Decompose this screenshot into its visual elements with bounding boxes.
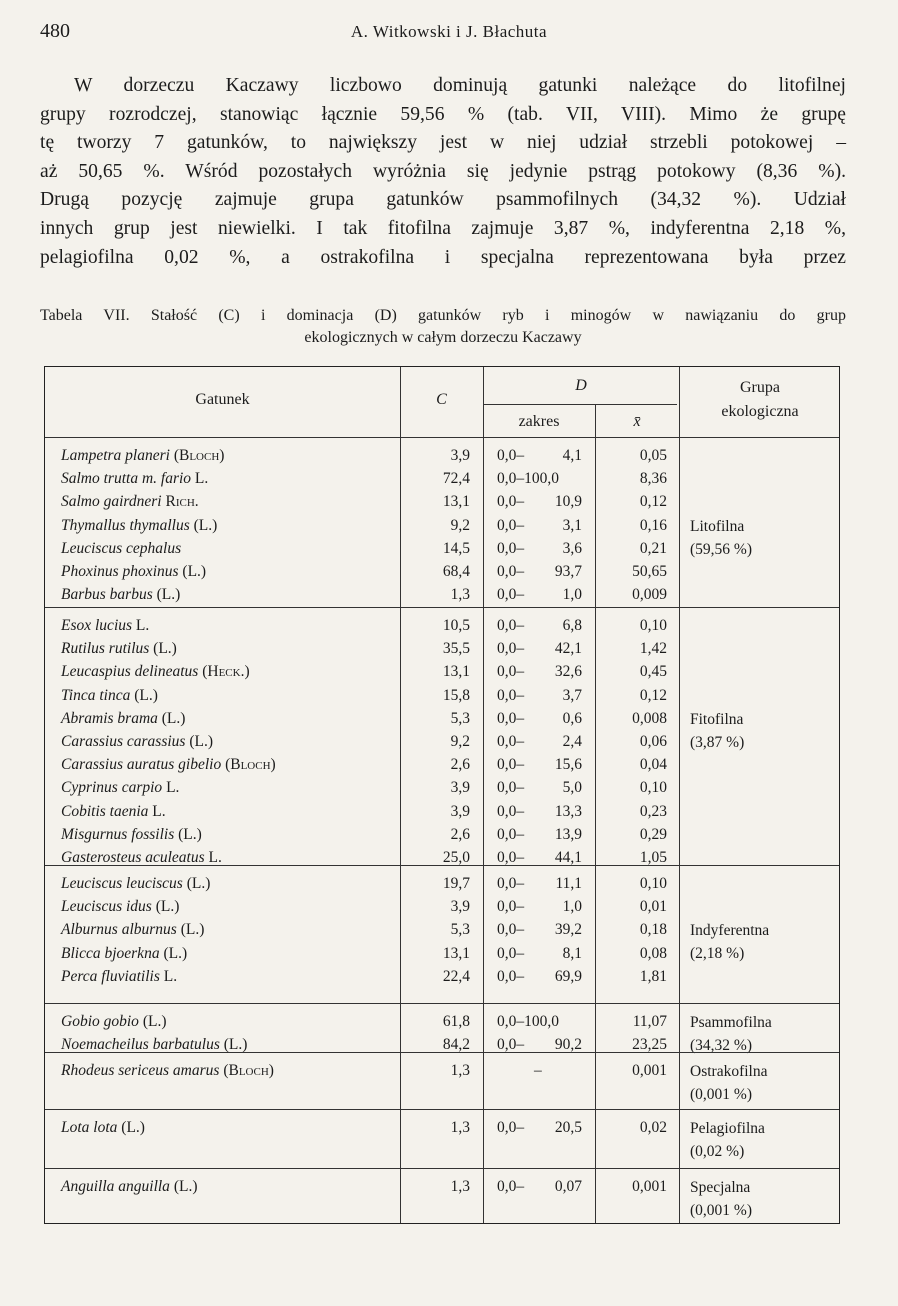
range-start: 0,0– [497,640,525,658]
group-name: Specjalna [690,1179,751,1196]
paragraph-line: tę tworzy 7 gatunków, to największy jest w niej udział strzebli potokowej – [40,132,846,154]
group-percent: (0,02 %) [690,1143,745,1160]
species-genus: Leuciscus idus [61,898,152,916]
body-paragraph [40,72,846,272]
header-mean: x̄ [633,413,641,430]
range-start: 0,0– [497,825,525,843]
dominance-mean: 0,001 [632,1062,667,1079]
constancy-value: 22,4 [442,967,470,985]
species-author: Rich. [165,493,199,511]
species-genus: Phoxinus phoxinus [61,563,179,580]
constancy-value: 68,4 [442,563,470,580]
species-author: (Bloch) [173,447,225,464]
dominance-mean: 8,36 [639,470,667,488]
species-name [61,1119,145,1137]
range-start: 0,0– [497,921,525,939]
species-author: L. [166,779,180,797]
group-name: Fitofilna [690,710,744,728]
range-start: 0,0– [497,447,525,464]
species-name [61,586,180,604]
constancy-value: 1,3 [450,1178,470,1195]
constancy-value: 13,1 [442,663,470,681]
dominance-mean: 0,23 [639,802,667,820]
species-name [61,663,250,681]
range-end: 13,3 [554,802,582,820]
constancy-value: 61,8 [442,1013,470,1030]
species-author: (L.) [156,586,181,604]
range-end: 3,7 [562,686,582,704]
species-author: (L.) [180,921,205,939]
dominance-mean: 0,009 [632,586,667,604]
page-header [40,20,858,48]
group-percent: (2,18 %) [690,945,745,963]
species-genus: Carassius carassius [61,733,186,750]
range-full: 0,0–100,0 [497,1013,559,1030]
species-name [61,875,210,893]
species-author: (L.) [193,516,218,534]
species-genus: Abramis brama [61,709,158,727]
dominance-mean: 0,05 [639,447,667,464]
range-end: 32,6 [554,663,582,681]
species-author: L. [135,617,150,634]
group-name: Psammofilna [690,1014,772,1031]
range-start: 0,0– [497,586,525,604]
group-percent: (34,32 %) [690,1037,752,1054]
species-name [61,710,185,728]
dominance-mean: 1,05 [639,849,667,866]
range-full: 0,0–100,0 [497,470,559,488]
header-c: C [436,391,447,408]
species-genus: Lampetra planeri [61,447,170,464]
species-genus: Lota lota [61,1119,118,1136]
species-name [61,968,177,986]
range-start: 0,0– [497,849,525,866]
page-number: 480 [40,20,70,42]
range-end: 13,9 [554,825,582,843]
species-author: (Heck.) [202,663,250,681]
range-end: 1,0 [562,586,582,604]
range-start: 0,0– [497,1119,525,1136]
species-genus: Salmo gairdneri [61,493,162,511]
group-percent: (59,56 %) [690,540,752,558]
range-start: 0,0– [497,617,525,634]
constancy-value: 1,3 [450,1062,470,1079]
constancy-value: 13,1 [442,944,470,962]
group-label [690,515,752,561]
range-start: 0,0– [497,944,525,962]
species-author: L. [152,802,166,820]
species-name [61,1062,274,1080]
table-caption [40,305,846,349]
species-name [61,826,202,844]
range-start: 0,0– [497,733,525,750]
group-rule [45,1168,839,1169]
species-author: (L.) [223,1036,248,1054]
dominance-mean: 0,16 [639,516,667,534]
range-end: 1,0 [562,898,582,916]
dominance-mean: 0,10 [639,617,667,634]
range-end: 10,9 [554,493,582,511]
constancy-value: 3,9 [450,898,470,916]
species-genus: Salmo trutta m. fario [61,470,192,488]
species-author: (L.) [142,1013,167,1030]
group-rule [45,1109,839,1110]
dominance-mean: 0,29 [639,825,667,843]
header-d: D [575,377,587,394]
constancy-value: 19,7 [442,875,470,892]
constancy-value: 1,3 [450,586,470,604]
species-name [61,756,276,774]
species-genus: Noemacheilus barbatulus [61,1036,220,1054]
species-genus: Gasterosteus aculeatus [61,849,205,866]
species-genus: Anguilla anguilla [61,1178,170,1195]
range-start: 0,0– [497,709,525,727]
group-name: Pelagiofilna [690,1120,765,1137]
column-rule [679,367,680,1223]
range-end: 4,1 [562,447,582,464]
species-author: (Bloch) [225,756,276,774]
species-name [61,470,208,488]
species-name [61,447,224,465]
group-rule [45,1052,839,1053]
species-genus: Tinca tinca [61,686,131,704]
species-genus: Leuciscus cephalus [61,539,182,557]
group-name: Indyferentna [690,922,770,940]
range-end: 0,6 [562,709,582,727]
species-author: (L.) [182,563,207,580]
range-end: 3,1 [562,516,582,534]
range-end: 44,1 [554,849,582,866]
header-species: Gatunek [195,391,250,408]
species-genus: Cyprinus carpio [61,779,163,797]
species-genus: Esox lucius [61,617,133,634]
range-end: 2,4 [562,733,582,750]
dominance-mean: 0,001 [632,1178,667,1195]
species-genus: Leuciscus leuciscus [61,875,183,892]
constancy-value: 3,9 [450,447,470,464]
group-rule [45,865,839,866]
constancy-value: 5,3 [450,921,470,939]
species-name [61,687,158,705]
range-start: 0,0– [497,802,525,820]
species-name [61,1178,197,1196]
dominance-mean: 0,12 [639,493,667,511]
species-author: (L.) [189,733,214,750]
dominance-mean: 50,65 [632,563,667,580]
species-genus: Barbus barbus [61,586,153,604]
species-name [61,617,149,635]
dominance-mean: 0,10 [639,875,667,892]
constancy-value: 3,9 [450,779,470,797]
range-start: 0,0– [497,1178,525,1195]
caption-line-1: Tabela VII. Stałość (C) i dominacja (D) gatunków ryb i minogów w nawiązaniu do grup [40,307,846,324]
range-start: 0,0– [497,779,525,797]
range-start: 0,0– [497,875,525,892]
species-author: (L.) [163,944,188,962]
species-name [61,779,179,797]
species-name [61,921,204,939]
species-genus: Cobitis taenia [61,802,149,820]
caption-line-2: ekologicznych w całym dorzeczu Kaczawy [304,329,582,346]
dominance-mean: 0,06 [639,733,667,750]
species-author: (Bloch) [223,1062,274,1079]
group-name: Litofilna [690,517,745,535]
header-group-l1: Grupa [740,379,780,396]
species-name [61,640,177,658]
paragraph-line: innych grup jest niewielki. I tak fitofilna zajmuje 3,87 %, indyferentna 2,18 %, [40,217,846,239]
species-name [61,803,166,821]
dominance-mean: 0,01 [639,898,667,916]
species-genus: Misgurnus fossilis [61,825,175,843]
species-author: (L.) [173,1178,198,1195]
header-subrule [483,404,677,405]
range-start: 0,0– [497,1036,525,1054]
species-genus: Gobio gobio [61,1013,139,1030]
range-end: 11,1 [555,875,582,892]
species-genus: Thymallus thymallus [61,516,190,534]
constancy-value: 15,8 [442,686,470,704]
dominance-mean: 0,008 [632,709,667,727]
range-end: 0,07 [554,1178,582,1195]
dominance-mean: 0,08 [639,944,667,962]
species-author: L. [163,967,178,985]
group-percent: (3,87 %) [690,733,745,751]
range-end: 39,2 [554,921,582,939]
paragraph-line: pelagiofilna 0,02 %, a ostrakofilna i specjalna reprezentowana była przez [40,246,846,268]
species-genus: Leucaspius delineatus [61,663,199,681]
range-end: 42,1 [554,640,582,658]
constancy-value: 10,5 [442,617,470,634]
dominance-mean: 0,02 [639,1119,667,1136]
species-author: (L.) [121,1119,145,1136]
constancy-value: 35,5 [442,640,470,658]
range-start: 0,0– [497,756,525,774]
range-start: 0,0– [497,686,525,704]
group-percent: (0,001 %) [690,1086,752,1103]
species-name [61,898,179,916]
constancy-value: 2,6 [450,756,470,774]
paragraph-line: Drugą pozycję zajmuje grupa gatunków psammofilnych (34,32 %). Udział [40,189,846,211]
range-end: 15,6 [554,756,582,774]
dominance-mean: 1,81 [639,967,667,985]
constancy-value: 2,6 [450,825,470,843]
dominance-mean: 0,10 [639,779,667,797]
range-start: 0,0– [497,663,525,681]
constancy-value: 9,2 [450,733,470,750]
dominance-mean: 0,12 [639,686,667,704]
running-title: A. Witkowski i J. Błachuta [350,22,548,41]
range-end: 90,2 [554,1036,582,1054]
constancy-value: 14,5 [442,539,470,557]
constancy-value: 84,2 [442,1036,470,1054]
species-name [61,945,187,963]
group-label [690,708,744,754]
group-name: Ostrakofilna [690,1063,768,1080]
species-genus: Alburnus alburnus [61,921,177,939]
range-end: 6,8 [562,617,582,634]
header-range: zakres [518,413,560,430]
species-author: (L.) [134,686,158,704]
group-label [690,1011,772,1057]
constancy-value: 1,3 [450,1119,470,1136]
header-rule [45,437,839,438]
constancy-value: 13,1 [442,493,470,511]
constancy-value: 9,2 [450,516,470,534]
range-end: 3,6 [562,539,582,557]
constancy-value: 3,9 [450,802,470,820]
species-author: (L.) [155,898,180,916]
header-group-l2: ekologiczna [721,403,799,420]
dominance-mean: 0,45 [639,663,667,681]
group-percent: (0,001 %) [690,1202,752,1219]
dominance-mean: 11,07 [632,1013,667,1030]
range-start: 0,0– [497,516,525,534]
range-start: 0,0– [497,563,525,580]
group-label [690,919,769,965]
range-end: 8,1 [562,944,582,962]
group-rule [45,607,839,608]
range-start: 0,0– [497,493,525,511]
constancy-value: 5,3 [450,709,470,727]
species-genus: Perca fluviatilis [61,967,160,985]
species-table [44,366,840,1224]
species-genus: Rutilus rutilus [61,640,150,658]
range-start: 0,0– [497,898,525,916]
group-rule [45,1003,839,1004]
range-start: 0,0– [497,539,525,557]
species-name [61,733,213,751]
paragraph-line: grupy rozrodczej, stanowiąc łącznie 59,56 % (tab. VII, VIII). Mimo że grupę [40,103,846,125]
species-genus: Carassius auratus gibelio [61,756,222,774]
species-author: L. [194,470,209,488]
species-genus: Rhodeus sericeus amarus [61,1062,220,1079]
range-end: 69,9 [554,967,582,985]
dominance-mean: 1,42 [639,640,667,658]
group-label [690,1117,765,1163]
column-rule [483,367,484,1223]
paragraph-line: W dorzeczu Kaczawy liczbowo dominują gatunki należące do litofilnej [74,75,846,96]
species-name [61,493,199,511]
species-author: (L.) [178,825,202,843]
dominance-mean: 0,18 [639,921,667,939]
paragraph-line: aż 50,65 %. Wśród pozostałych wyróżnia się jedynie pstrąg potokowy (8,36 %). [40,160,846,182]
constancy-value: 72,4 [442,470,470,488]
range-end: 5,0 [562,779,582,797]
range-dash: – [534,1062,542,1079]
species-genus: Blicca bjoerkna [61,944,160,962]
species-author: (L.) [161,709,186,727]
group-label [690,1176,752,1222]
species-author: (L.) [153,640,177,658]
species-name [61,517,217,535]
range-end: 93,7 [554,563,582,580]
species-name [61,540,181,558]
species-author: L. [208,849,222,866]
species-name [61,1013,166,1031]
dominance-mean: 23,25 [632,1036,667,1054]
species-author: (L.) [186,875,211,892]
range-end: 20,5 [554,1119,582,1136]
dominance-mean: 0,21 [639,539,667,557]
dominance-mean: 0,04 [639,756,667,774]
species-name [61,563,206,581]
group-label [690,1060,767,1106]
constancy-value: 25,0 [442,849,470,866]
range-start: 0,0– [497,967,525,985]
